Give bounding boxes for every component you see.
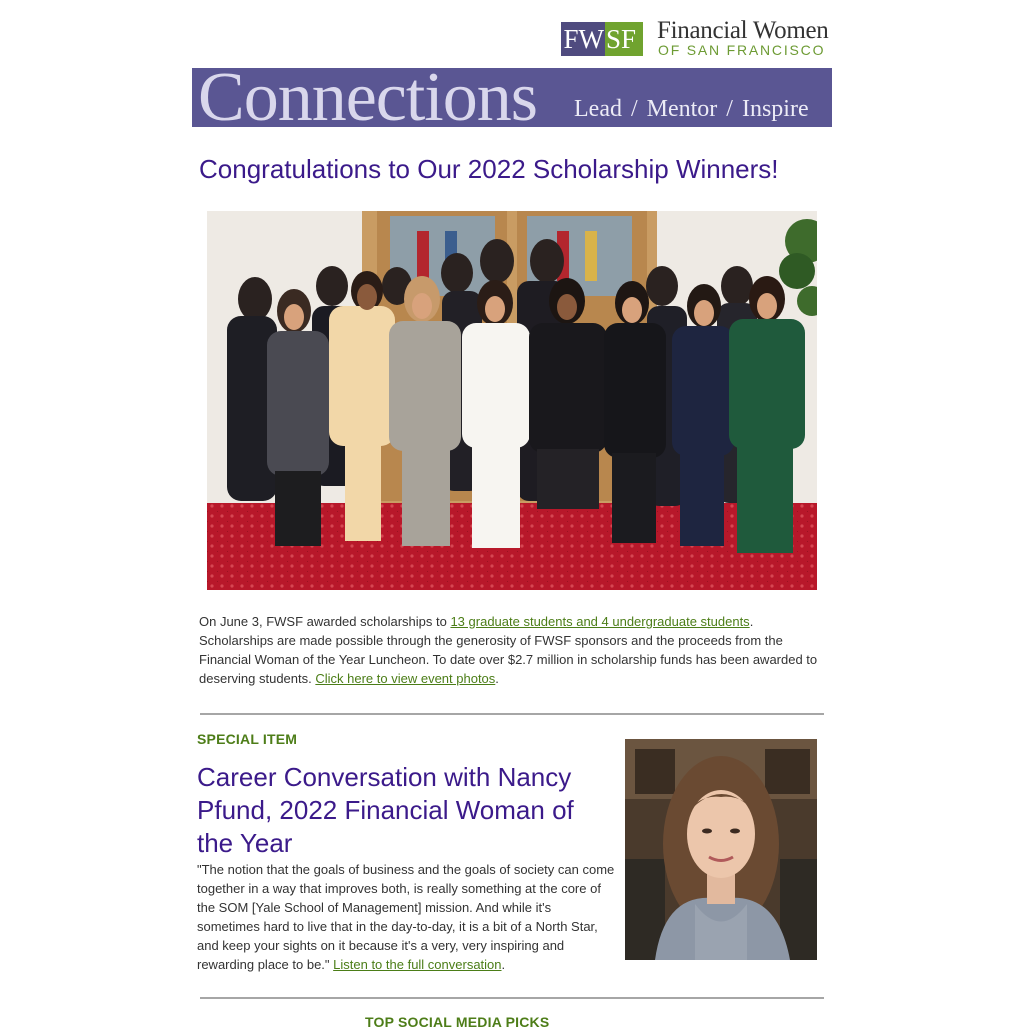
quote-paragraph: [197, 860, 617, 974]
para-text-1: On June 3, FWSF awarded scholarships to: [199, 614, 451, 629]
scholarship-students-link[interactable]: 13 graduate students and 4 undergraduate students: [450, 614, 750, 629]
quote-text: "The notion that the goals of business and the goals of society can come together in a way that improves both, is really something at the core of the SOM [Yale School of Management] mission. And while it's sometimes hard to live that in the day-to-day, it is a bit of a North Star, and keep your sights on it because it's a very, very inspiring and rewarding place to be.": [197, 862, 615, 972]
connections-banner: [192, 68, 832, 127]
section-divider-2: [200, 997, 824, 999]
para-text-2: . Scholarships are made possible through the generosity of FWSF sponsors and the proceeds from the Financial Woman of the Year Luncheon. To date over $2.7 million in scholarship funds has been awarded to deserving students.: [199, 614, 818, 686]
quote-text-end: .: [501, 957, 506, 972]
para-text-3: .: [495, 671, 499, 686]
fwsf-logo[interactable]: [561, 22, 643, 56]
group-photo-image: [207, 211, 817, 590]
view-event-photos-link[interactable]: Click here to view event photos: [315, 671, 496, 686]
article-headline: Congratulations to Our 2022 Scholarship Winners!: [199, 154, 779, 184]
banner-title: Connections: [198, 68, 537, 127]
scholarship-winners-photo[interactable]: [207, 211, 817, 590]
logo-sf-mark: SF: [605, 22, 643, 56]
org-subtitle: OF SAN FRANCISCO: [658, 42, 826, 58]
org-name: Financial Women: [657, 17, 829, 44]
scholarship-paragraph: [199, 612, 824, 688]
career-conversation-title[interactable]: Career Conversation with Nancy Pfund, 2022 Financial Woman of the Year: [197, 762, 574, 858]
portrait-image: [625, 739, 817, 960]
banner-tagline: Lead / Mentor / Inspire: [574, 96, 809, 122]
logo-fw-mark: FW: [561, 22, 605, 56]
social-media-picks-label: TOP SOCIAL MEDIA PICKS: [365, 1014, 550, 1030]
listen-conversation-link[interactable]: Listen to the full conversation: [333, 957, 502, 972]
special-item-label: SPECIAL ITEM: [197, 731, 298, 747]
nancy-pfund-portrait[interactable]: [625, 739, 817, 960]
section-divider: [200, 713, 824, 715]
